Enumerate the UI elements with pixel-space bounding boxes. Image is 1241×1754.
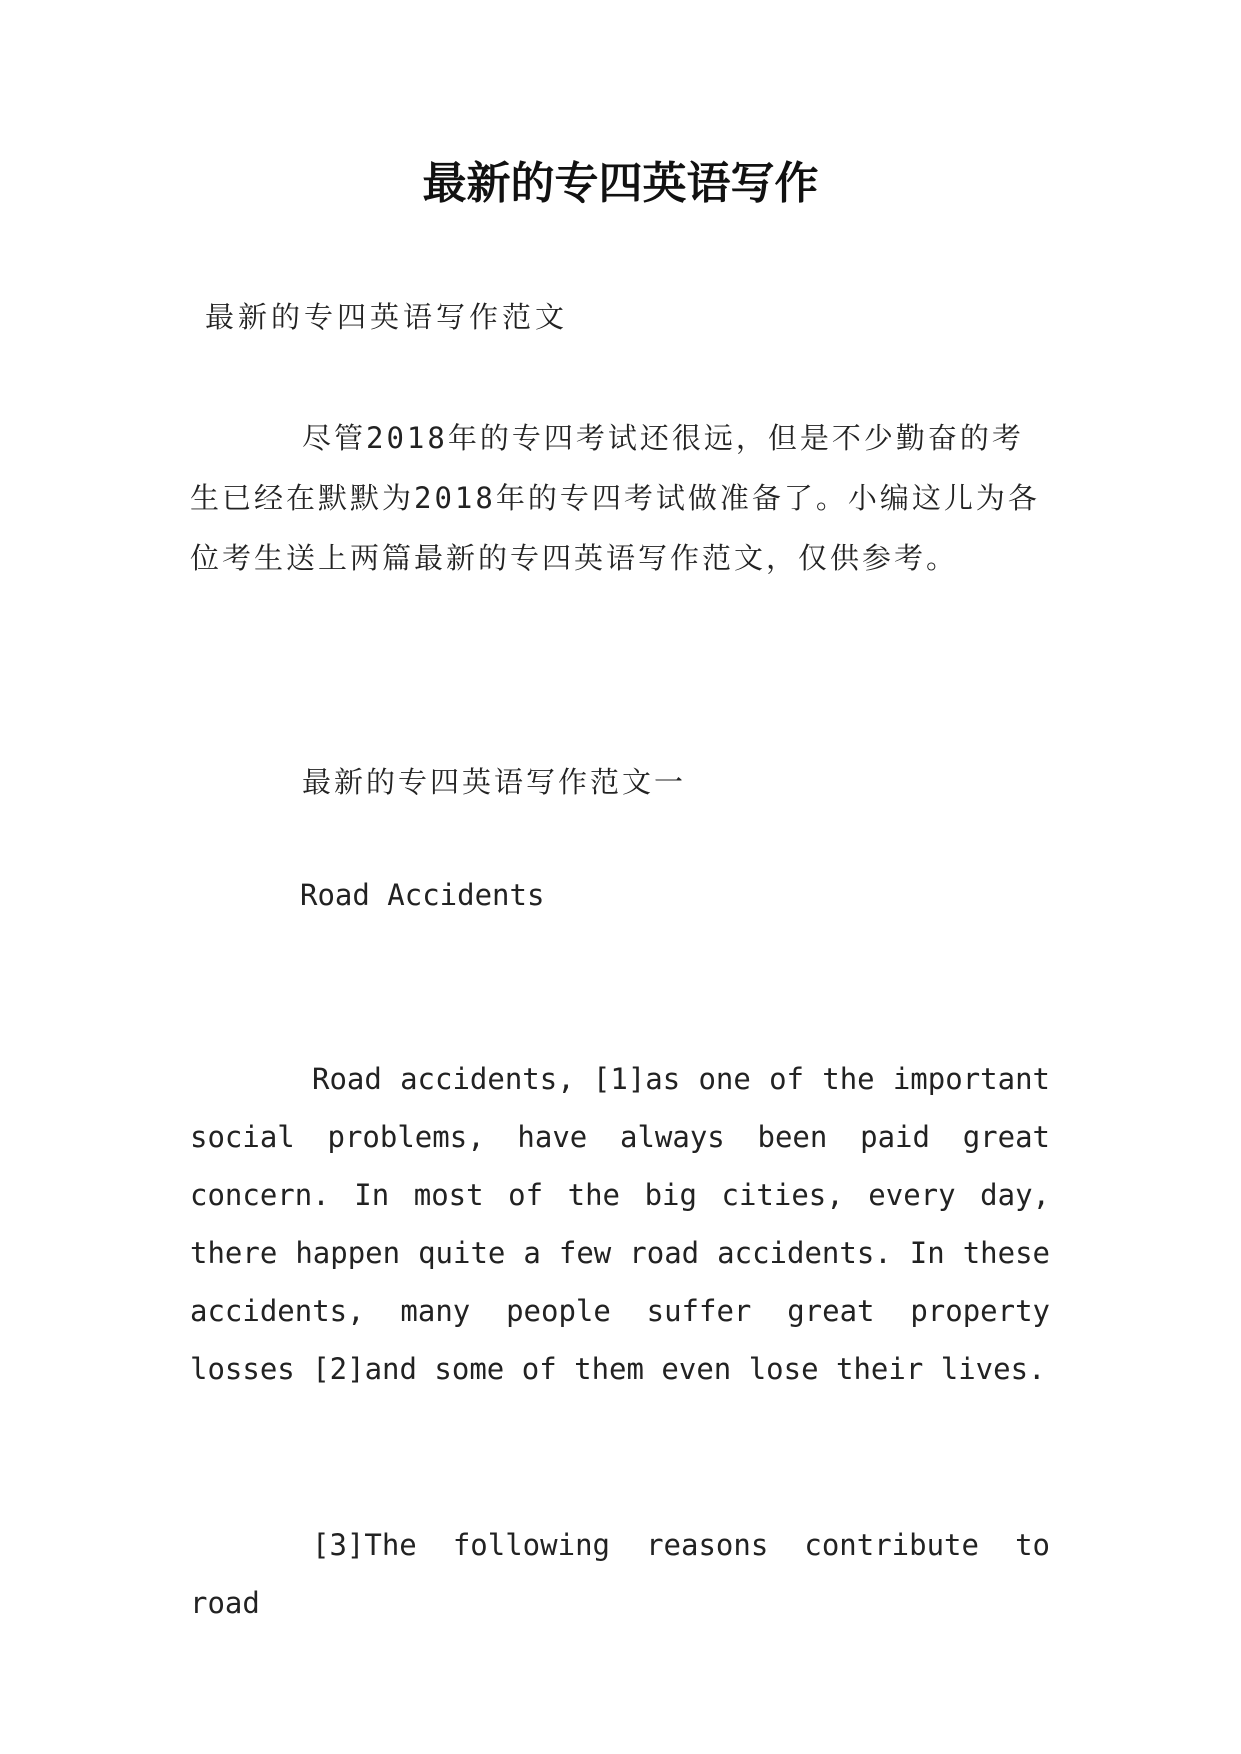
- document-title: 最新的专四英语写作: [422, 158, 819, 209]
- essay-paragraph-1: Road accidents, [1]as one of the important social problems, have always been paid great concern. In most of the big cities, every day, there happen quite a few road accidents. In these accidents, many people suffer great property losses [2]and some of them even lose their lives.: [190, 1062, 1050, 1386]
- document-subtitle: 最新的专四英语写作范文: [205, 300, 569, 334]
- intro-paragraph: 尽管2018年的专四考试还很远，但是不少勤奋的考生已经在默默为2018年的专四考试做准备了。小编这儿为各位考生送上两篇最新的专四英语写作范文，仅供参考。: [190, 421, 1040, 575]
- essay-title: Road Accidents: [300, 878, 545, 912]
- section-heading: 最新的专四英语写作范文一: [302, 765, 687, 799]
- essay-paragraph-2: [3]The following reasons contribute to road: [190, 1528, 1050, 1620]
